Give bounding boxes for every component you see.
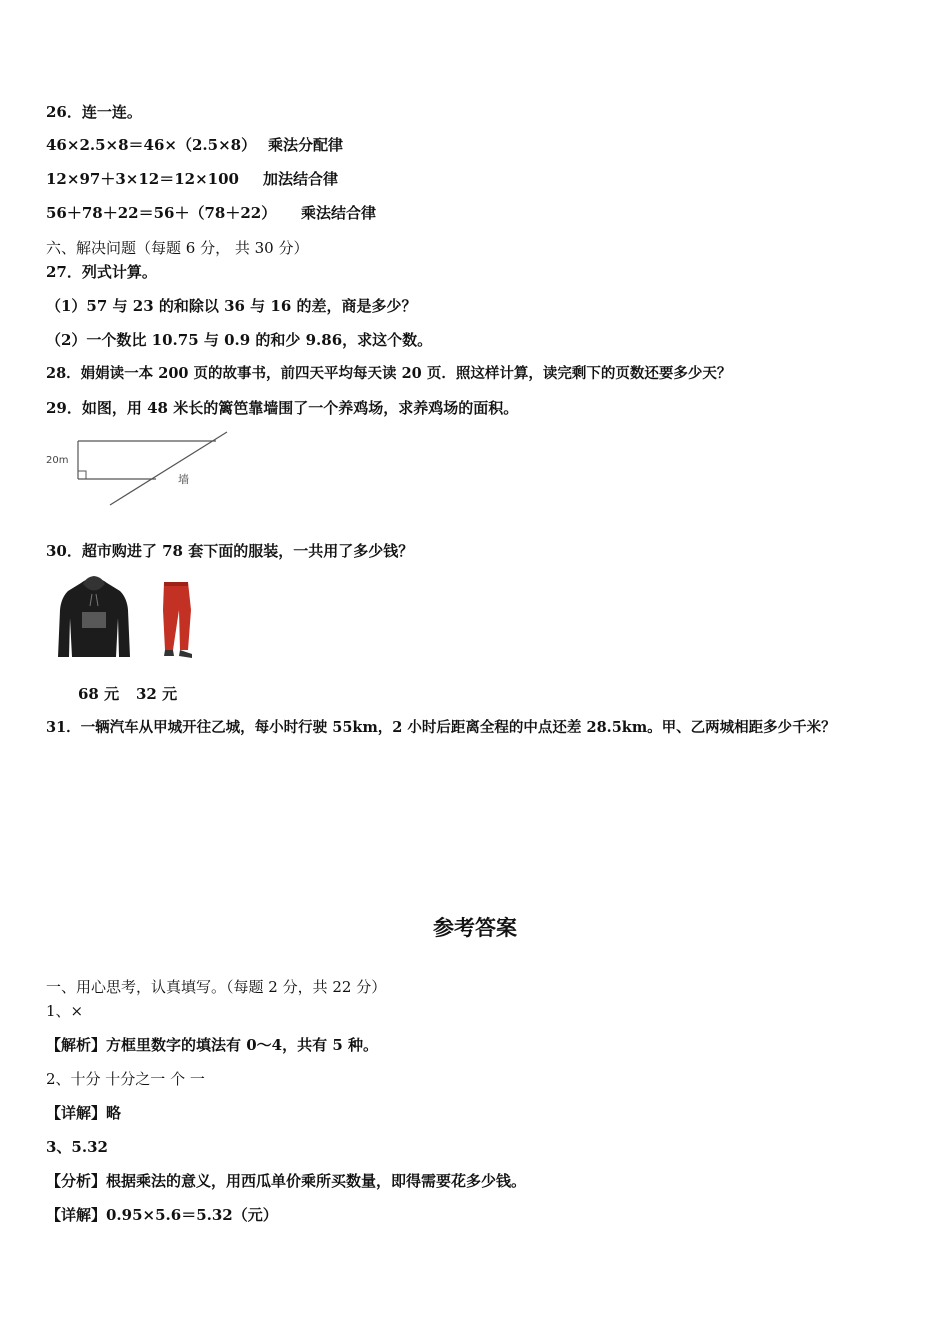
right-angle-mark [78,471,86,479]
jacket-price: 68 元 [78,685,120,703]
answer-1-note: 【解析】方框里数字的填法有 0～4，共有 5 种。 [46,1036,378,1054]
q26-heading: 26．连一连。 [46,103,142,121]
q27-part-1: （1）57 与 23 的和除以 36 与 16 的差，商是多少？ [46,297,417,315]
q27-heading: 27．列式计算。 [46,263,157,281]
answer-3: 3、5.32 [46,1138,108,1156]
q26-expr-1: 46×2.5×8＝46×（2.5×8） [46,136,257,154]
pants-image [158,580,202,660]
q29-figure [44,428,244,512]
q31-text: 31．一辆汽车从甲城开往乙城，每小时行驶 55km，2 小时后距离全程的中点还差 28.5km。甲、乙两城相距多少千米？ [46,719,836,736]
q28-text: 28．娟娟读一本 200 页的故事书，前四天平均每天读 20 页．照这样计算，读完剩下的页数还要多少天？ [46,365,732,382]
answer-1: 1、× [46,1002,84,1020]
hoodie-image [54,574,134,660]
q26-expr-2: 12×97＋3×12＝12×100 [46,170,239,188]
section-6-heading: 六、解决问题（每题 6 分， 共 30 分） [46,239,309,257]
q26-law-1: 乘法分配律 [268,136,344,154]
answers-section-1: 一、用心思考，认真填写。（每题 2 分，共 22 分） [46,978,387,996]
q26-law-2: 加法结合律 [263,170,339,188]
answer-2: 2、十分 十分之一 个 一 [46,1070,205,1088]
q30-text: 30．超市购进了 78 套下面的服装，一共用了多少钱？ [46,542,414,560]
answer-3-analysis: 【分析】根据乘法的意义，用西瓜单价乘所买数量，即得需要花多少钱。 [46,1172,527,1190]
wall-line [110,432,227,505]
pants-price: 32 元 [136,685,178,703]
wall-label: 墙 [178,473,189,486]
q27-part-2: （2）一个数比 10.75 与 0.9 的和少 9.86，求这个数。 [46,331,433,349]
q26-expr-3: 56＋78＋22＝56＋（78＋22） [46,204,277,222]
q26-law-3: 乘法结合律 [301,204,377,222]
answer-2-note: 【详解】略 [46,1104,122,1122]
answer-3-detail: 【详解】0.95×5.6＝5.32（元） [46,1206,278,1224]
answers-title: 参考答案 [433,916,517,940]
q29-text: 29．如图，用 48 米长的篱笆靠墙围了一个养鸡场，求养鸡场的面积。 [46,399,519,417]
side-length-label: 20m [46,455,69,466]
